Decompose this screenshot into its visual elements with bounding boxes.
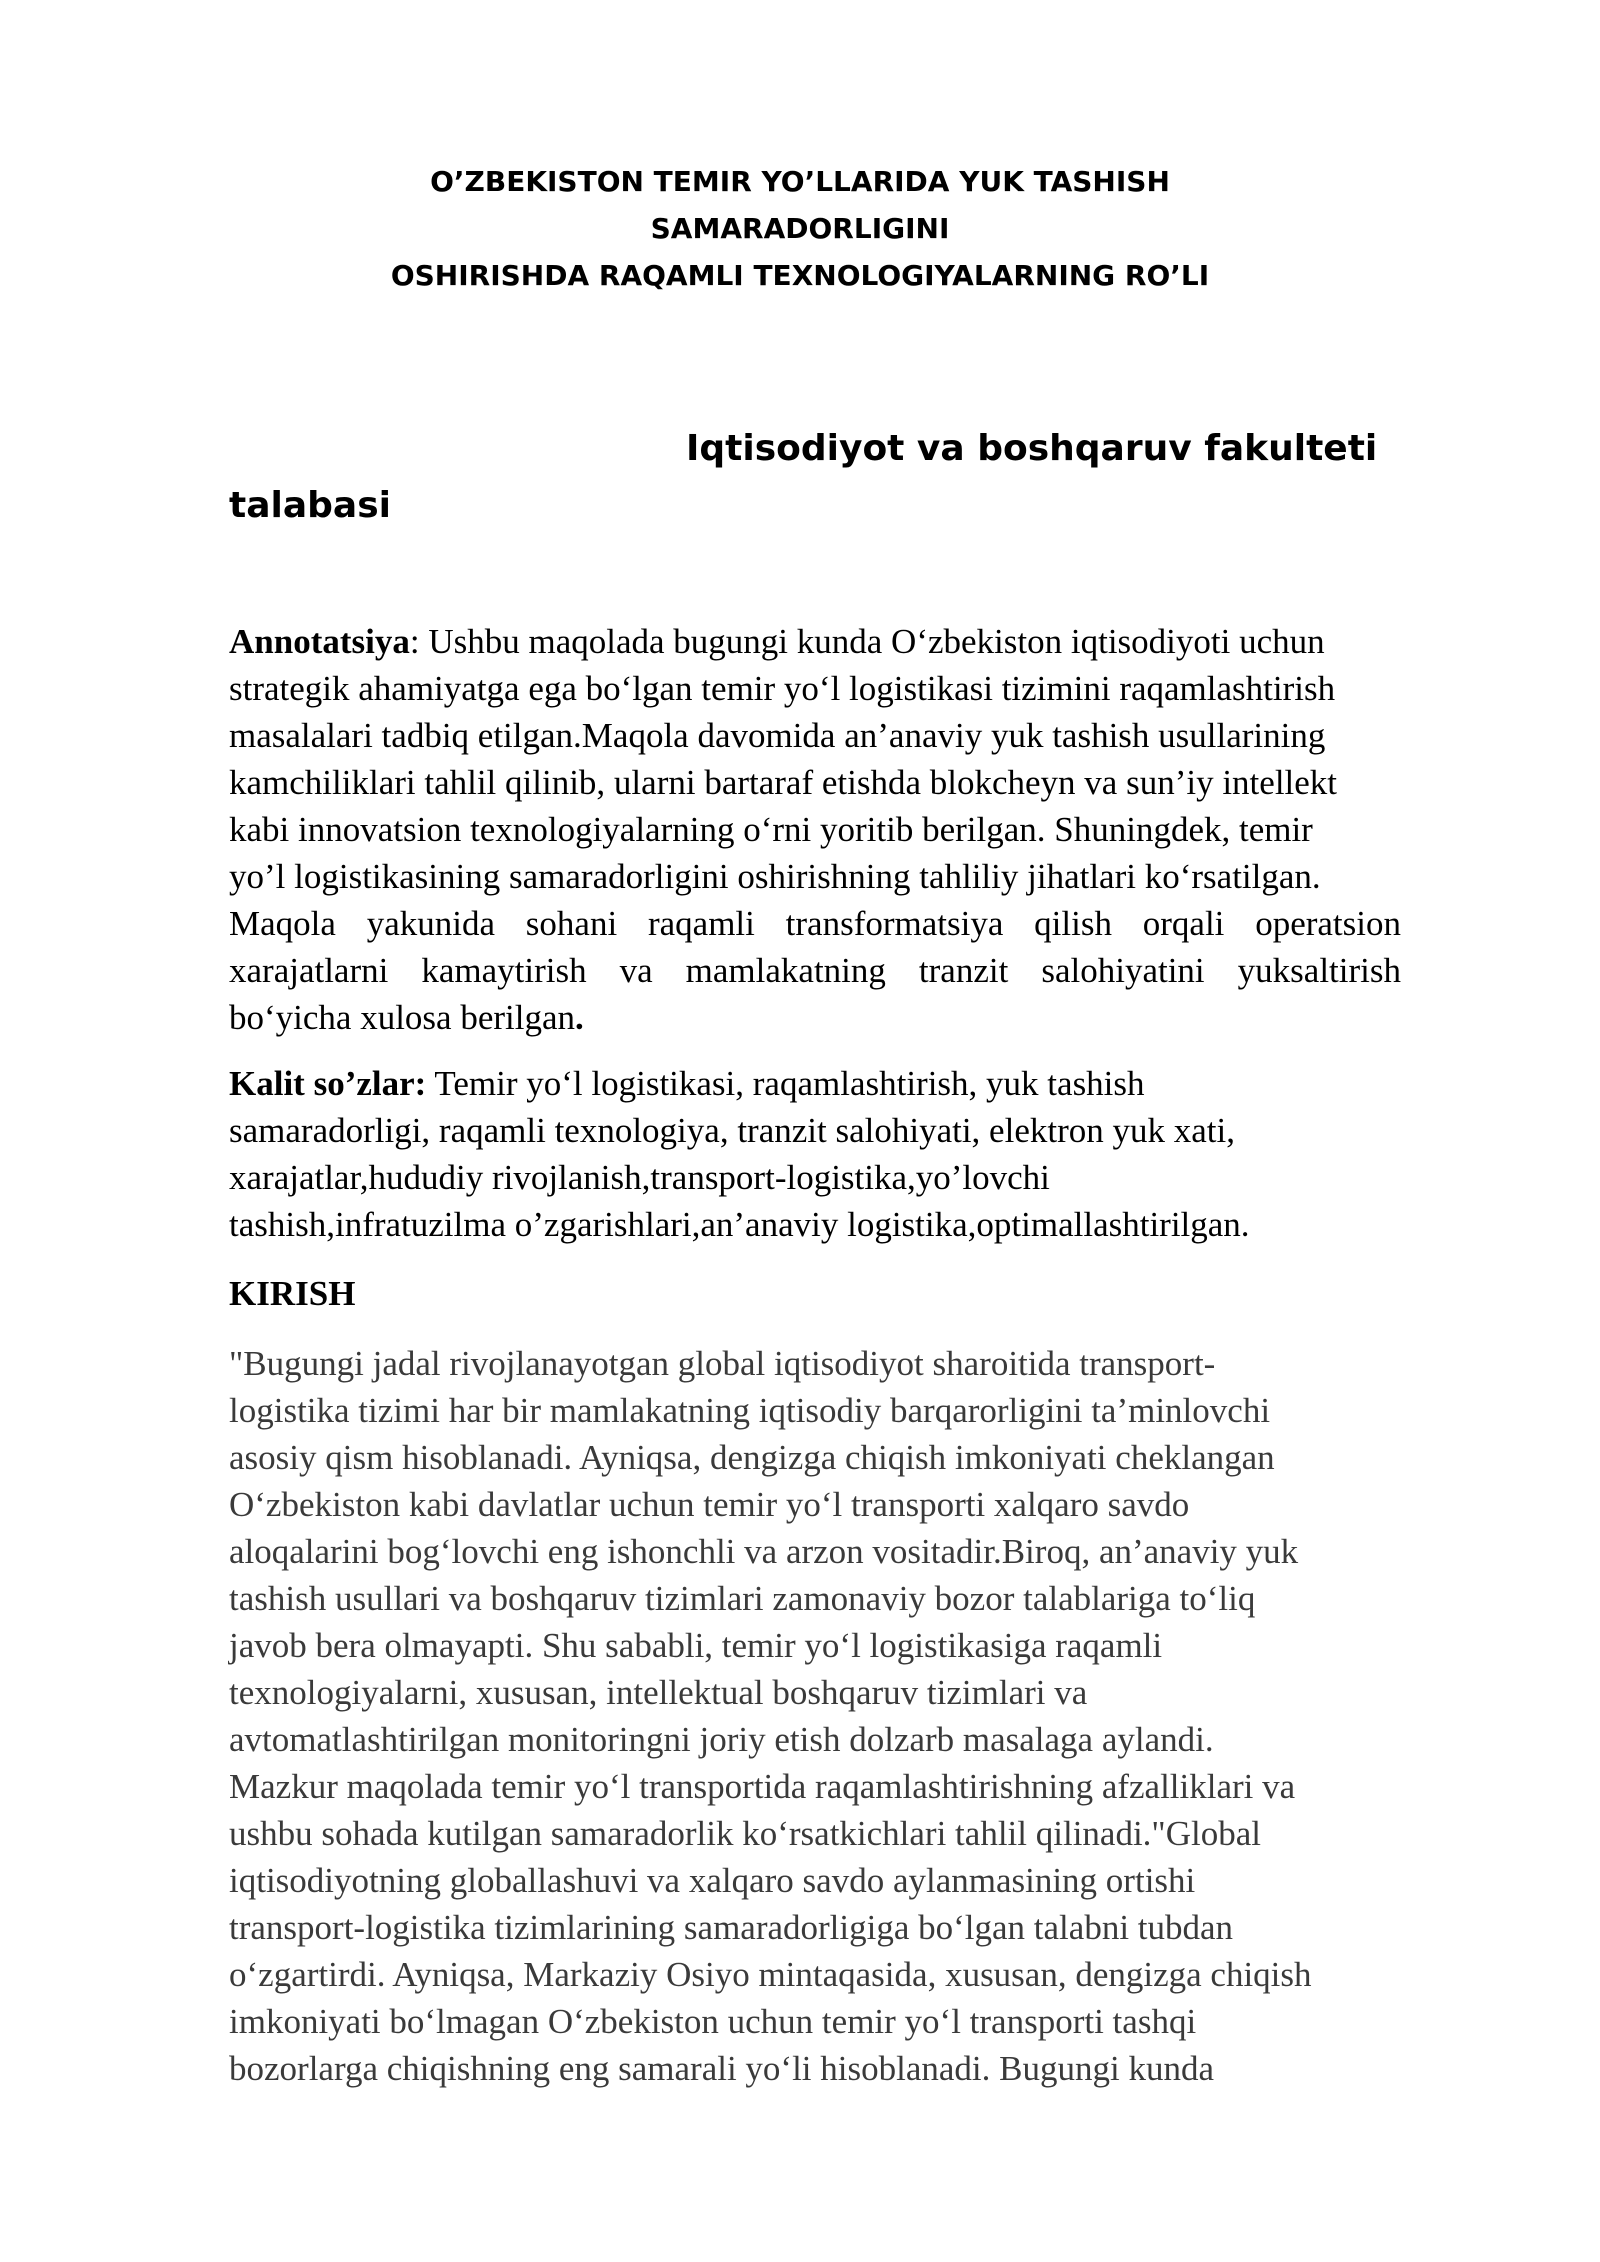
annotation-line: Annotatsiya: Ushbu maqolada bugungi kunda O‘zbekiston iqtisodiyoti uchun (229, 622, 1325, 661)
keywords-label: Kalit so’zlar: (229, 1064, 427, 1103)
intro-line: O‘zbekiston kabi davlatlar uchun temir yo‘l transporti xalqaro savdo (229, 1485, 1190, 1524)
annotation-line: yo’l logistikasining samaradorligini oshirishning tahliliy jihatlari ko‘rsatilgan. (229, 857, 1321, 896)
annotation-line: kabi innovatsion texnologiyalarning o‘rni yoritib berilgan. Shuningdek, temir (229, 810, 1313, 849)
keywords-line: tashish,infratuzilma o’zgarishlari,an’anaviy logistika,optimallashtirilgan. (229, 1205, 1250, 1244)
annotation-end-mark: . (575, 998, 584, 1037)
annotation-line: strategik ahamiyatga ega bo‘lgan temir yo‘l logistikasi tizimini raqamlashtirish (229, 669, 1336, 708)
intro-line: texnologiyalarni, xususan, intellektual boshqaruv tizimlari va (229, 1673, 1088, 1712)
intro-line: avtomatlashtirilgan monitoringni joriy etish dolzarb masalaga aylandi. (229, 1720, 1214, 1759)
intro-paragraph (229, 1340, 1401, 2092)
title-line-1: O’ZBEKISTON TEMIR YO’LLARIDA YUK TASHISH SAMARADORLIGINI (430, 165, 1170, 245)
intro-line: Mazkur maqolada temir yo‘l transportida raqamlashtirishning afzalliklari va (229, 1767, 1296, 1806)
intro-line: ushbu sohada kutilgan samaradorlik ko‘rsatkichlari tahlil qilinadi."Global (229, 1814, 1261, 1853)
intro-line: tashish usullari va boshqaruv tizimlari zamonaviy bozor talablariga to‘liq (229, 1579, 1256, 1618)
annotation-paragraph (229, 618, 1401, 1041)
annotation-label: Annotatsiya (229, 622, 410, 661)
intro-line: asosiy qism hisoblanadi. Ayniqsa, dengizga chiqish imkoniyati cheklangan (229, 1438, 1275, 1477)
intro-line: aloqalarini bog‘lovchi eng ishonchli va arzon vositadir.Biroq, an’anaviy yuk (229, 1532, 1299, 1571)
intro-line: transport-logistika tizimlarining samaradorligiga bo‘lgan talabni tubdan (229, 1908, 1234, 1947)
keywords-line: samaradorligi, raqamli texnologiya, tranzit salohiyati, elektron yuk xati, (229, 1111, 1235, 1150)
keywords-line: Kalit so’zlar: Temir yo‘l logistikasi, raqamlashtirish, yuk tashish (229, 1064, 1145, 1103)
annotation-line: xarajatlarni kamaytirish va mamlakatning tranzit salohiyatini yuksaltirish (229, 951, 1401, 990)
annotation-line: bo‘yicha xulosa berilgan. (229, 998, 584, 1037)
author-faculty: Iqtisodiyot va boshqaruv fakulteti (686, 428, 1378, 469)
document-title (300, 158, 1300, 299)
intro-line: "Bugungi jadal rivojlanayotgan global iqtisodiyot sharoitida transport- (229, 1344, 1216, 1383)
intro-line: logistika tizimi har bir mamlakatning iqtisodiy barqarorligini ta’minlovchi (229, 1391, 1271, 1430)
keywords-line: xarajatlar,hududiy rivojlanish,transport-logistika,yo’lovchi (229, 1158, 1050, 1197)
annotation-line: kamchiliklari tahlil qilinib, ularni bartaraf etishda blokcheyn va sun’iy intellekt (229, 763, 1338, 802)
annotation-line: Maqola yakunida sohani raqamli transformatsiya qilish orqali operatsion (229, 904, 1401, 943)
author-role: talabasi (229, 485, 391, 526)
annotation-line: masalalari tadbiq etilgan.Maqola davomida an’anaviy yuk tashish usullarining (229, 716, 1326, 755)
keywords-paragraph (229, 1060, 1401, 1248)
intro-line: bozorlarga chiqishning eng samarali yo‘li hisoblanadi. Bugungi kunda (229, 2049, 1214, 2088)
intro-line: iqtisodiyotning globallashuvi va xalqaro savdo aylanmasining ortishi (229, 1861, 1196, 1900)
section-heading: KIRISH (229, 1274, 356, 1313)
intro-line: imkoniyati bo‘lmagan O‘zbekiston uchun temir yo‘l transporti tashqi (229, 2002, 1197, 2041)
intro-line: javob bera olmayapti. Shu sababli, temir yo‘l logistikasiga raqamli (229, 1626, 1163, 1665)
intro-line: o‘zgartirdi. Ayniqsa, Markaziy Osiyo mintaqasida, xususan, dengizga chiqish (229, 1955, 1312, 1994)
title-line-2: OSHIRISHDA RAQAMLI TEXNOLOGIYALARNING RO’LI (390, 259, 1210, 292)
